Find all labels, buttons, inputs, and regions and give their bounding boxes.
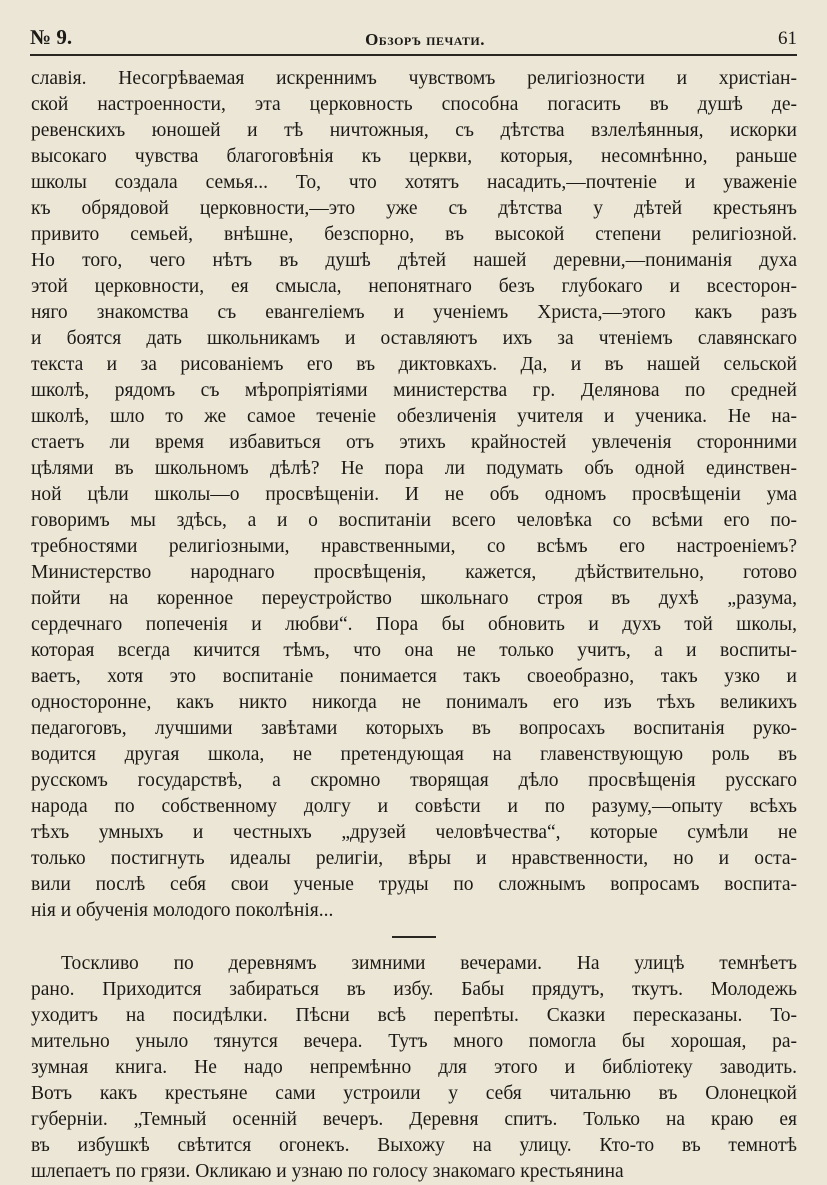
text-line: говоримъ мы здѣсь, а и о воспитаніи всего человѣка со всѣми его по- (31, 510, 797, 531)
paragraph-1 (31, 66, 797, 924)
text-line: и боятся дать школьникамъ и оставляютъ ихъ за чтеніемъ славянскаго (31, 328, 797, 349)
text-line: къ обрядовой церковности,—это уже съ дѣтства у дѣтей крестьянъ (31, 198, 797, 219)
text-line: рано. Приходится забираться въ избу. Бабы прядутъ, ткутъ. Молодежь (31, 979, 797, 1000)
text-line: текста и за рисованіемъ его въ диктовкахъ. Да, и въ нашей сельской (31, 354, 797, 375)
text-line: ной цѣли школы—о просвѣщеніи. И не объ одномъ просвѣщеніи ума (31, 484, 797, 505)
text-line: ваетъ, хотя это воспитаніе понимается такъ своеобразно, такъ узко и (31, 666, 797, 687)
text-line: педагоговъ, лучшими завѣтами которыхъ въ вопросахъ воспитанія руко- (31, 718, 797, 739)
text-line: водится другая школа, не претендующая на главенствующую роль въ (31, 744, 797, 765)
issue-number: № 9. (30, 25, 73, 49)
text-line: народа по собственному долгу и совѣсти и по разуму,—опыту всѣхъ (31, 796, 797, 817)
text-line: русскомъ государствѣ, а скромно творящая дѣло просвѣщенія русскаго (31, 770, 797, 791)
text-line: привито семьей, внѣшне, безспорно, въ высокой степени религіозной. (31, 224, 797, 245)
text-line: Министерство народнаго просвѣщенія, кажется, дѣйствительно, готово (31, 562, 797, 583)
text-line: школѣ, рядомъ съ мѣропріятіями министерства гр. Делянова по средней (31, 380, 797, 401)
text-line: школы создала семья... То, что хотятъ насадить,—почтеніе и уваженіе (31, 172, 797, 193)
section-divider (392, 936, 436, 938)
text-line: Тоскливо по деревнямъ зимними вечерами. На улицѣ темнѣетъ (61, 953, 797, 974)
text-line: Но того, чего нѣтъ въ душѣ дѣтей нашей деревни,—пониманія духа (31, 250, 797, 271)
text-line: вили послѣ себя свои ученые труды по сложнымъ вопросамъ воспита- (31, 874, 797, 895)
text-line: тѣхъ умныхъ и честныхъ „друзей человѣчества“, которые сумѣли не (31, 822, 797, 843)
text-line: ревенскихъ юношей и тѣ ничтожныя, съ дѣтства взлелѣянныя, искорки (31, 120, 797, 141)
text-line: нія и обученія молодого поколѣнія... (31, 900, 334, 921)
text-line: пойти на коренное переустройство школьнаго строя въ духѣ „разума, (31, 588, 797, 609)
text-line: этой церковности, ея смысла, непонятнаго безъ глубокаго и всесторон- (31, 276, 797, 297)
article-body (31, 66, 797, 1185)
text-line: славія. Несогрѣваемая искреннимъ чувствомъ религіозности и христіан- (31, 68, 797, 89)
text-line: высокаго чувства благоговѣнія къ церкви, которыя, несомнѣнно, раньше (31, 146, 797, 167)
text-line: которая всегда кичится тѣмъ, что она не только учитъ, а и воспиты- (31, 640, 797, 661)
text-line: уходитъ на посидѣлки. Пѣсни всѣ перепѣты. Сказки пересказаны. То- (31, 1005, 797, 1026)
text-line: цѣлями въ школьномъ дѣлѣ? Не пора ли подумать объ одной единствен- (31, 458, 797, 479)
page-number: 61 (777, 28, 797, 49)
text-line: зумная книга. Не надо непремѣнно для этого и библіотеку заводить. (31, 1057, 797, 1078)
text-line: сердечнаго попеченія и любви“. Пора бы обновить и духъ той школы, (31, 614, 797, 635)
text-line: въ избушкѣ свѣтится огонекъ. Выхожу на улицу. Кто-то въ темнотѣ (31, 1135, 797, 1156)
text-line: требностями религіозными, нравственными, со всѣмъ его настроеніемъ? (31, 536, 797, 557)
paragraph-2 (31, 951, 797, 1185)
text-line: шлепаетъ по грязи. Окликаю и узнаю по голосу знакомаго крестьянина (31, 1161, 624, 1182)
text-line: мительно уныло тянутся вечера. Тутъ много помогла бы хорошая, ра- (31, 1031, 797, 1052)
text-line: Вотъ какъ крестьяне сами устроили у себя читальню въ Олонецкой (31, 1083, 797, 1104)
text-line: школѣ, шло то же самое теченіе обезличенія учителя и ученика. Не на- (31, 406, 797, 427)
text-line: только постигнуть идеалы религіи, вѣры и нравственности, но и оста- (31, 848, 797, 869)
text-line: няго знакомства съ евангеліемъ и ученіемъ Христа,—этого какъ разъ (31, 302, 797, 323)
section-title: Обзоръ печати. (365, 30, 486, 49)
text-line: ской настроенности, эта церковность способна погасить въ душѣ де- (31, 94, 797, 115)
running-header (30, 20, 797, 56)
text-line: стаетъ ли время избавиться отъ этихъ крайностей увлеченія сторонними (31, 432, 797, 453)
text-line: односторонне, какъ никто никогда не понималъ его изъ тѣхъ великихъ (31, 692, 797, 713)
text-line: губерніи. „Темный осенній вечеръ. Деревня спитъ. Только на краю ея (31, 1109, 797, 1130)
